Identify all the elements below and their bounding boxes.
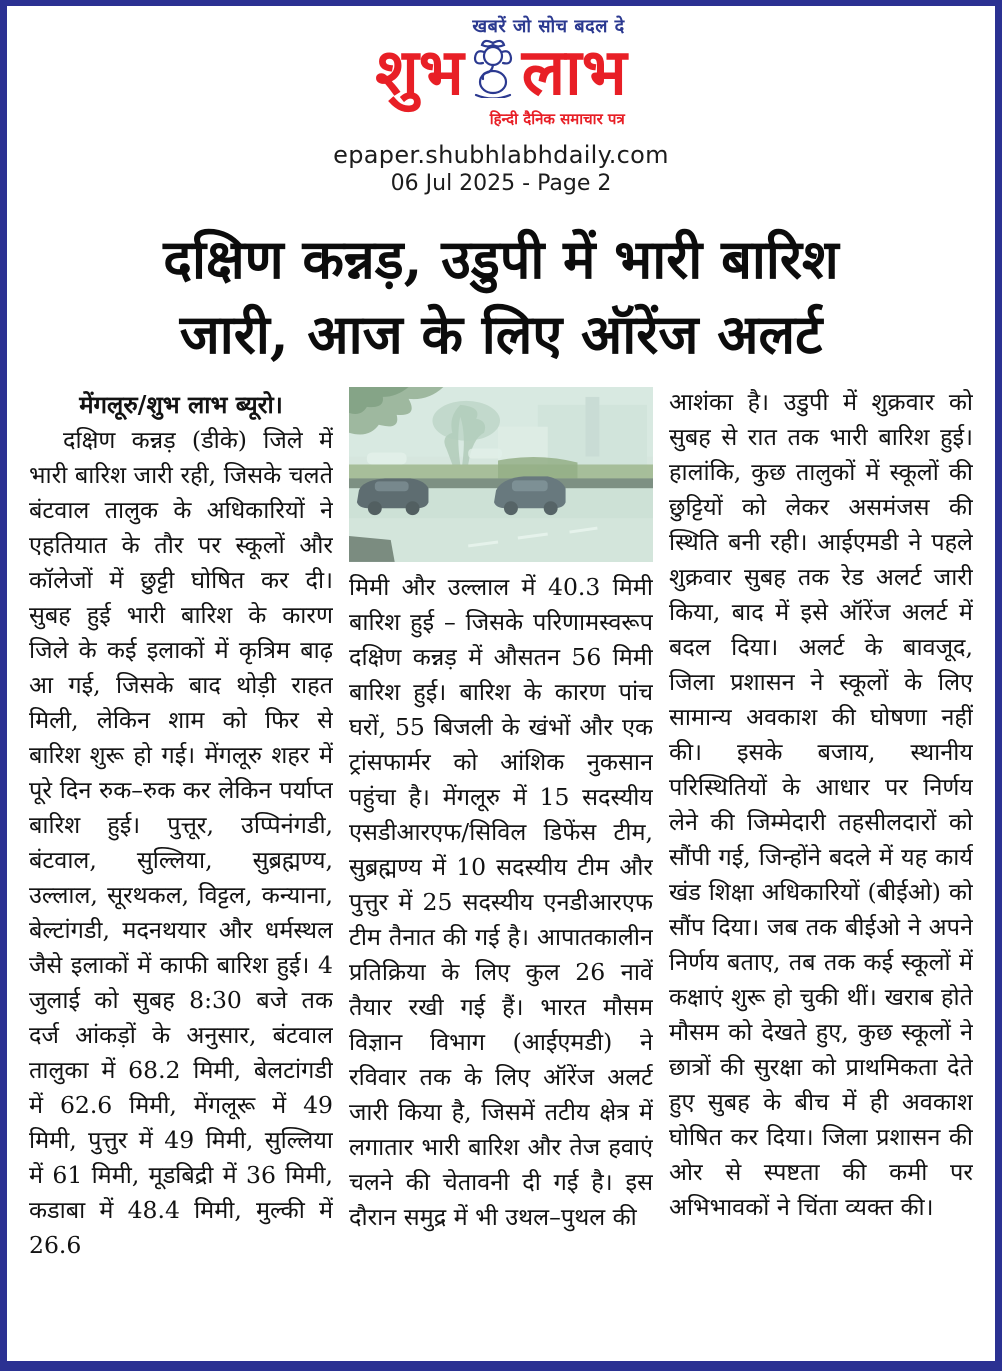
logo-tagline: खबरें जो सोच बदल दे [472, 16, 625, 37]
masthead [7, 6, 995, 196]
article-headline [25, 222, 977, 371]
column-1-text: दक्षिण कन्नड़ (डीके) जिले में भारी बारिश जारी रही, जिसके चलते बंटवाल तालुक के अधिकारियों ने एहतियात के तौर पर स्कूलों और कॉलेजों में छुट्टी घोषित कर दी। सुबह हुई भारी बारिश के कारण जिले के कई इलाकों में कृत्रिम बाढ़ आ गई, जिसके बाद थोड़ी राहत मिली, लेकिन शाम को फिर से बारिश शुरू हो गई। मेंगलूरु शहर में पूरे दिन रुक–रुक कर लेकिन पर्याप्त बारिश हुई। पुत्तूर, उप्पिनंगडी, बंटवाल, सुल्लिया, सुब्रह्मण्य, उल्लाल, सूरथकल, विट्टल, कन्याना, बेल्टांगडी, मदनथयार और धर्मस्थल जैसे इलाकों में काफी बारिश हुई। 4 जुलाई को सुबह 8:30 बजे तक दर्ज आंकड़ों के अनुसार, बंटवाल तालुका में 68.2 मिमी, बेलटांगडी में 62.6 मिमी, मेंगलूरू में 49 मिमी, पुत्तुर में 49 मिमी, सुल्लिया में 61 मिमी, मूडबिद्री में 36 मिमी, कडाबा में 48.4 मिमी, मुल्की में 26.6 [29, 426, 333, 1260]
column-2-text: मिमी और उल्लाल में 40.3 मिमी बारिश हुई – जिसके परिणामस्वरूप दक्षिण कन्नड़ में औसतन 56 मिमी बारिश हुई। बारिश के कारण पांच घरों, 55 बिजली के खंभों और एक ट्रांसफार्मर को आंशिक नुकसान पहुंचा है। मेंगलूरु में 15 सदस्यीय एसडीआरएफ/सिविल डिफेंस टीम, सुब्रह्मण्य में 10 सदस्यीय टीम और पुत्तुर में 25 सदस्यीय एनडीआरएफ टीम तैनात की गई है। आपातकालीन प्रतिक्रिया के लिए कुल 26 नावें तैयार रखी गई हैं। भारत मौसम विज्ञान विभाग (आईएमडी) ने रविवार तक के लिए ऑरेंज अलर्ट जारी किया है, जिसमें तटीय क्षेत्र में लगातार भारी बारिश और तेज हवाएं चलने की चेतावनी दी गई है। इस दौरान समुद्र में भी उथल–पुथल की [349, 572, 653, 1231]
newspaper-logo [369, 12, 632, 133]
website-link[interactable]: epaper.shubhlabhdaily.com [333, 141, 669, 169]
article-body [7, 385, 995, 1327]
logo-subtitle: हिन्दी दैनिक समाचार पत्र [489, 110, 625, 128]
byline: मेंगलूरु/शुभ लाभ ब्यूरो। [79, 390, 283, 420]
headline-line-1: दक्षिण कन्नड़, उडुपी में भारी बारिश [163, 227, 839, 291]
article-photo [349, 387, 653, 562]
column-3-text: आशंका है। उडुपी में शुक्रवार को सुबह से रात तक भारी बारिश हुई। हालांकि, कुछ तालुकों में स्कूलों की छुट्टियों को लेकर असमंजस की स्थिति बनी रही। आईएमडी ने पहले शुक्रवार सुबह तक रेड अलर्ट जारी किया, बाद में इसे ऑरेंज अलर्ट में बदल दिया। अलर्ट के बावजूद, जिला प्रशासन ने स्कूलों के लिए सामान्य अवकाश की घोषणा नहीं की। इसके बजाय, स्थानीय परिस्थितियों के आधार पर निर्णय लेने की जिम्मेदारी तहसीलदारों को सौंपी गई, जिन्होंने बदले में यह कार्य खंड शिक्षा अधिकारियों (बीईओ) को सौंप दिया। जब तक बीईओ ने अपने निर्णय बताए, तब तक कई स्कूलों में कक्षाएं शुरू हो चुकी थीं। खराब होते मौसम को देखते हुए, कुछ स्कूलों ने छात्रों की सुरक्षा को प्राथमिकता देते हुए सुबह के बीच में ही अवकाश घोषित कर दिया। जिला प्रशासन की ओर से स्पष्टता की कमी पर अभिभावकों ने चिंता व्यक्त की। [669, 388, 973, 1222]
rain-photo-image [349, 387, 653, 562]
title-word-shubh: शुभ [375, 35, 464, 110]
article-column-3 [669, 385, 973, 1327]
newspaper-title [375, 36, 626, 109]
edition-date: 06 Jul 2025 - Page 2 [390, 171, 612, 196]
title-word-labh: लाभ [521, 35, 627, 110]
ganesha-logo-icon [470, 36, 516, 109]
article-column-2 [349, 385, 653, 1327]
headline-line-2: जारी, आज के लिए ऑरेंज अलर्ट [179, 301, 823, 366]
article-column-1 [29, 385, 333, 1327]
